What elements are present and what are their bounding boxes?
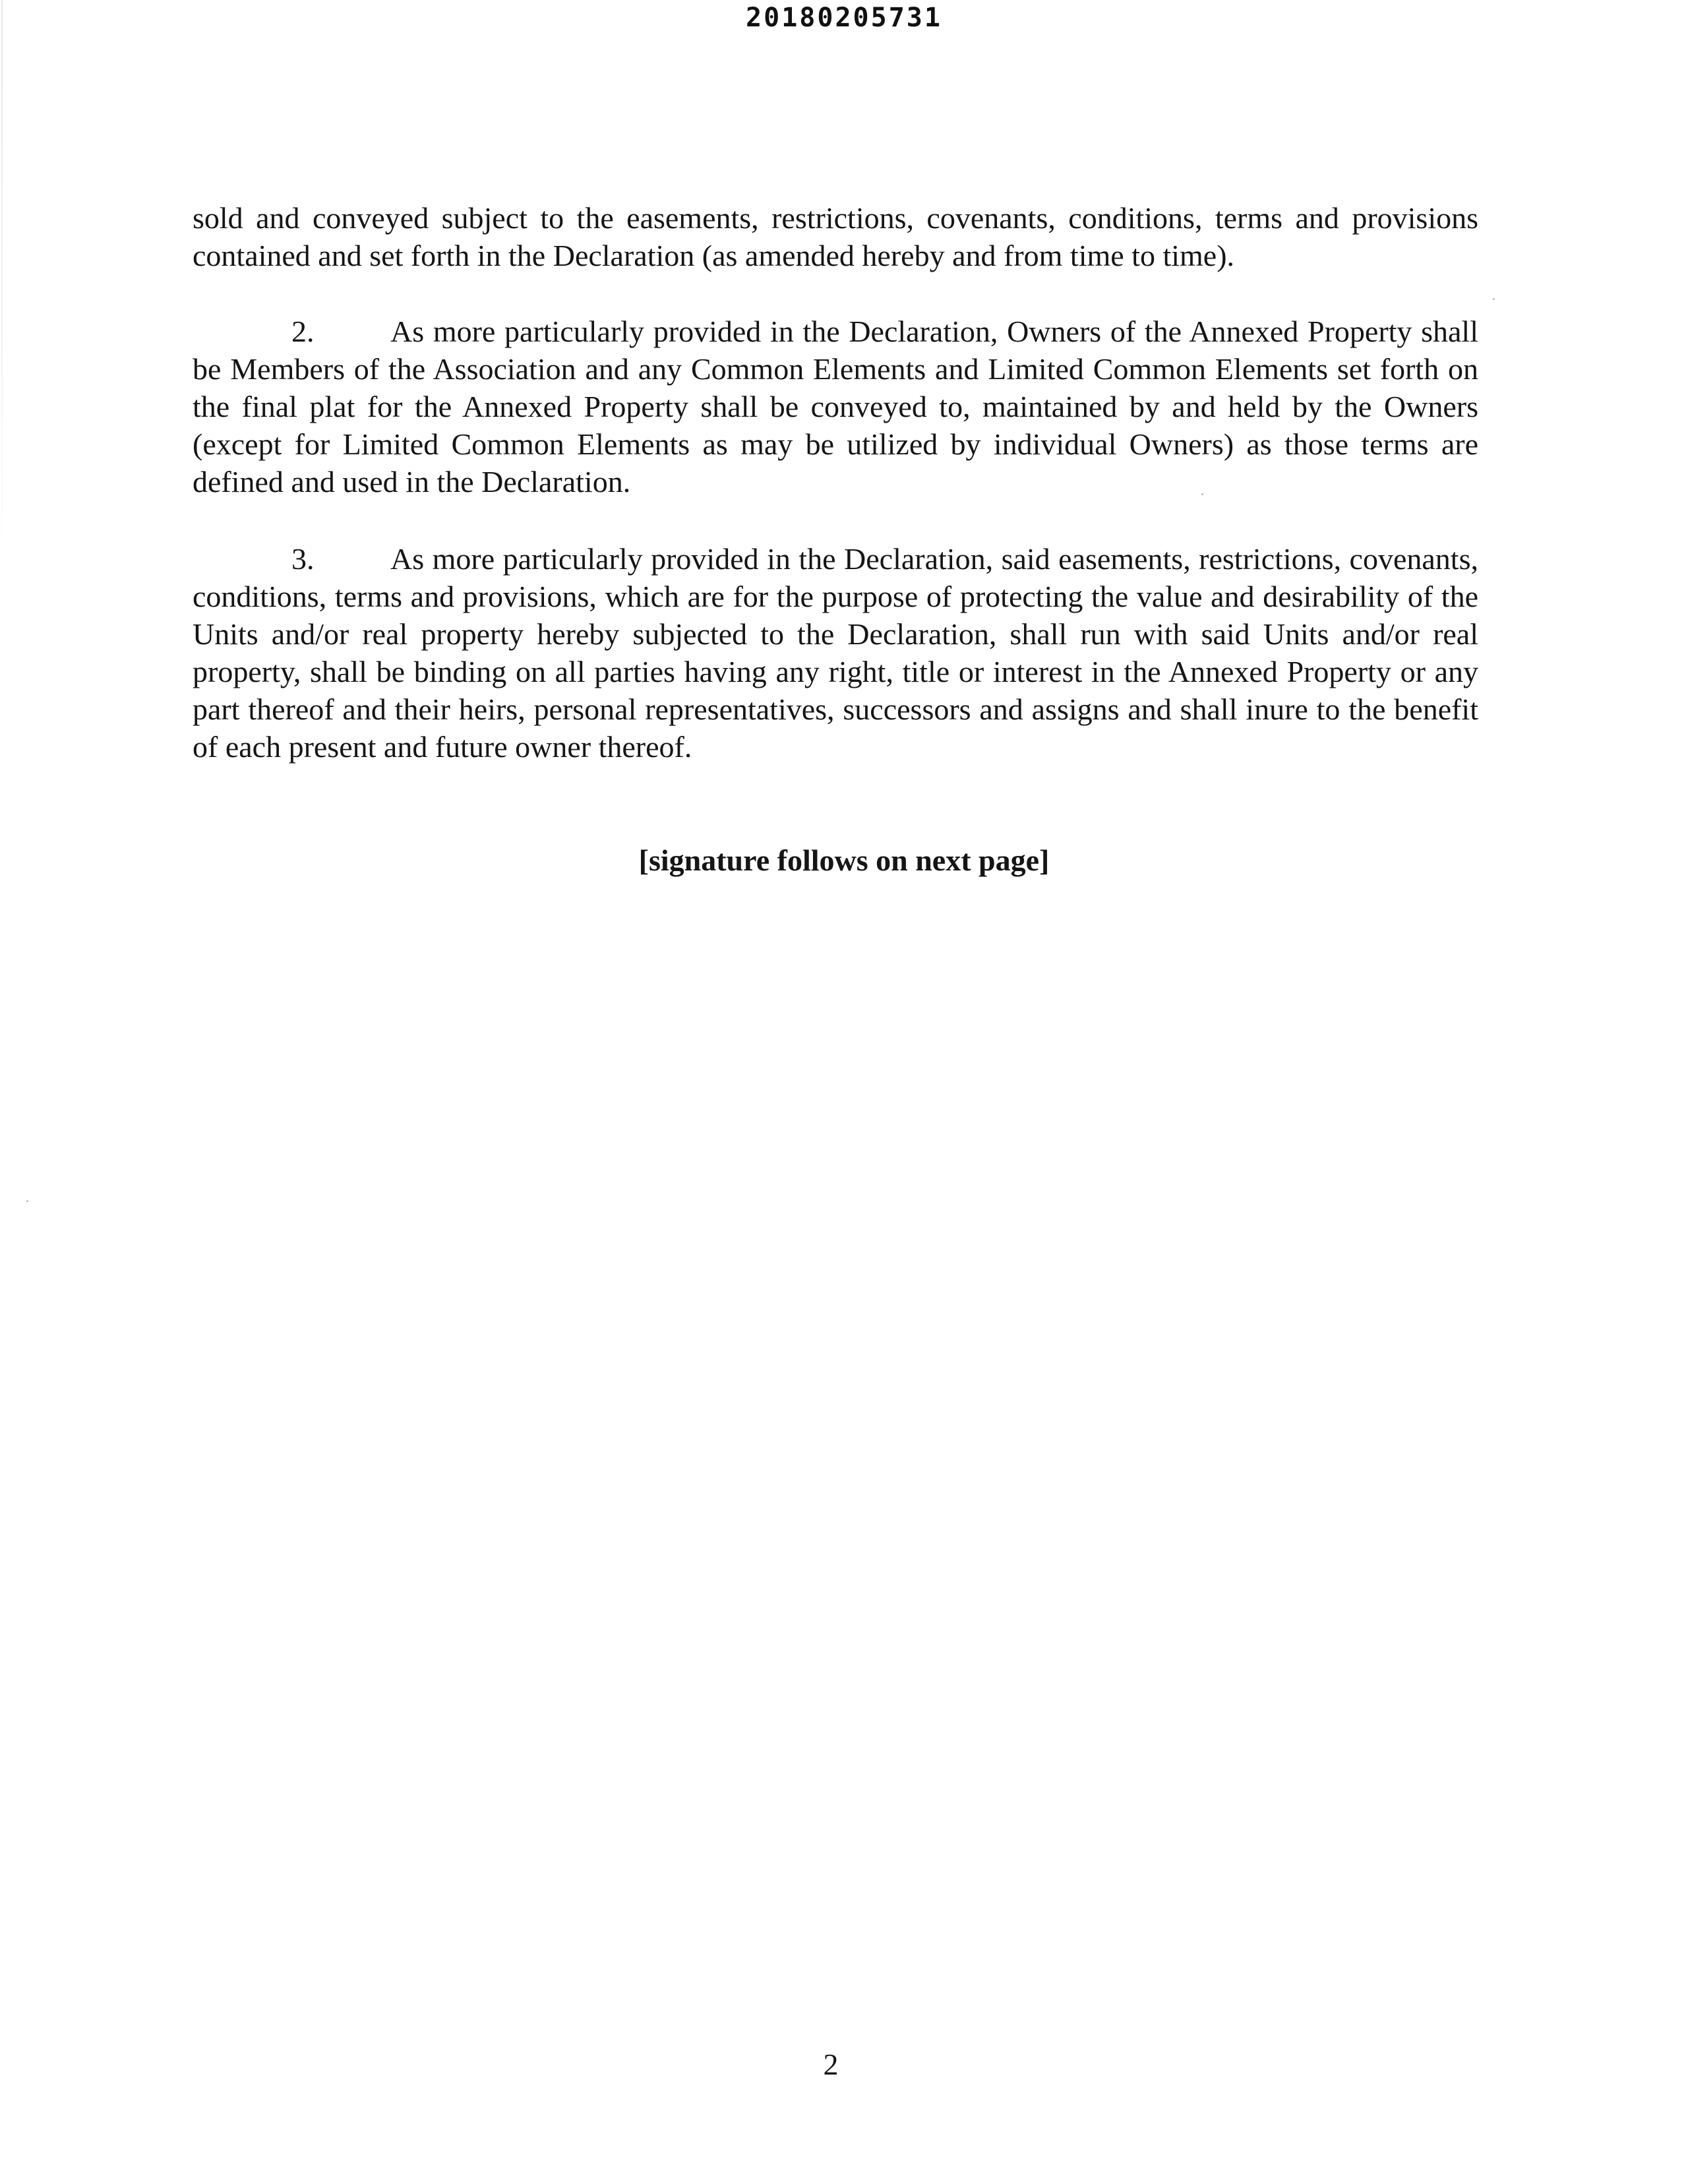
paragraph-text: sold and conveyed subject to the easements, restrictions, covenants, conditions, terms and provisions contained and set forth in the Declaration (as amended hereby and from time to time). [193,201,1478,272]
scan-edge [1,0,3,580]
scan-speck [1201,493,1203,495]
signature-note: [signature follows on next page] [638,843,1050,877]
scan-speck [26,1200,28,1202]
scan-speck [1493,298,1495,300]
paragraph-text: As more particularly provided in the Declaration, Owners of the Annexed Property shall be Members of the Association and any Common Elements and Limited Common Elements set forth on the final plat for the Annexed Property shall be conveyed to, maintained by and held by the Owners (except for Limited Common Elements as may be utilized by individual Owners) as those terms are defined and used in the Declaration. [193,315,1478,499]
paragraph-text: As more particularly provided in the Declaration, said easements, restrictions, covenants, conditions, terms and provisions, which are for the purpose of protecting the value and desirability of the Units and/or real property hereby subjected to the Declaration, shall run with said Units and/or real property, shall be binding on all parties having any right, title or interest in the Annexed Property or any part thereof and their heirs, personal representatives, successors and assigns and shall inure to the benefit of each present and future owner thereof. [193,542,1478,764]
paragraph-number: 2. [291,315,315,348]
recording-number: 20180205731 [746,3,942,33]
paragraph-3 [193,540,1478,766]
paragraph-2 [193,313,1478,501]
paragraph-number: 3. [291,542,315,576]
paragraph-continuation [193,199,1478,274]
page-number: 2 [823,2048,839,2081]
